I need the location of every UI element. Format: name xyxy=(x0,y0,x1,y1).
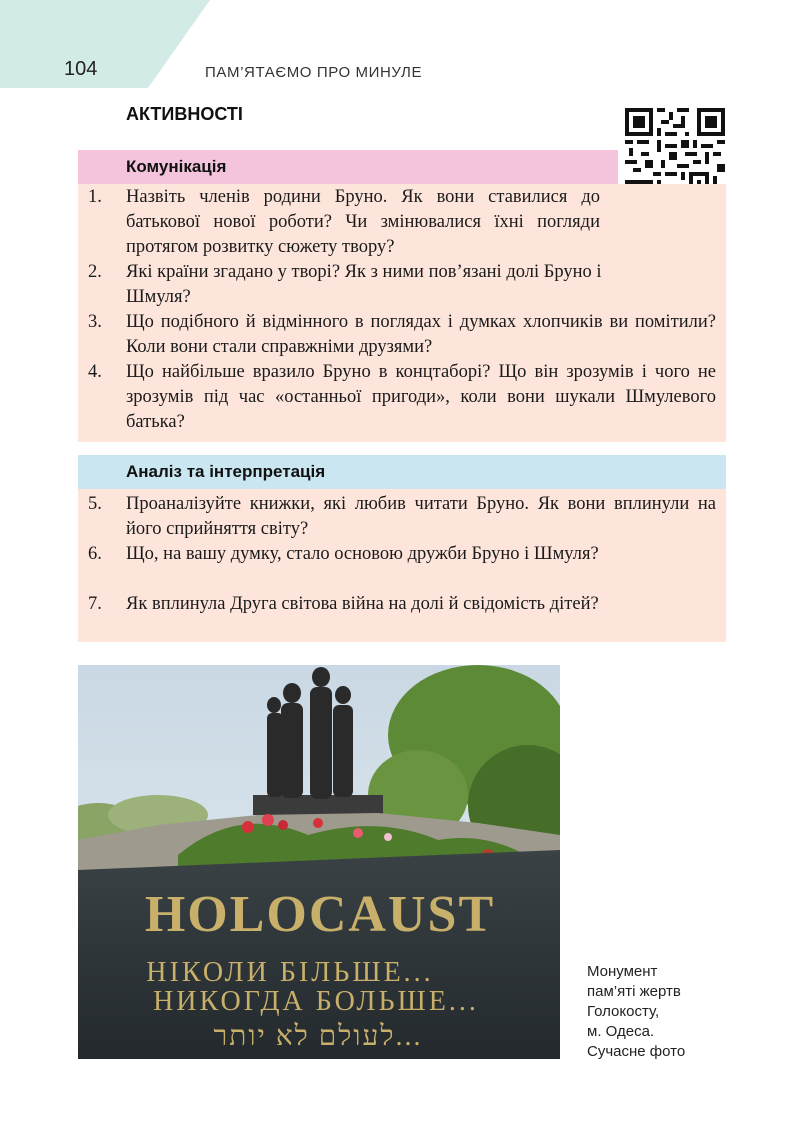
question-3 xyxy=(78,310,726,360)
question-number: 7. xyxy=(88,594,102,614)
activities-title: АКТИВНОСТІ xyxy=(126,104,243,124)
running-title: ПАМ’ЯТАЄМО ПРО МИНУЛЕ xyxy=(205,64,423,81)
question-1 xyxy=(78,185,726,260)
monument-photo xyxy=(78,665,560,1059)
question-text: Проаналізуйте книжки, які любив читати Бруно. Як вони вплинули на його сприйняття світу? xyxy=(126,494,716,539)
question-number: 1. xyxy=(88,187,102,207)
question-text: Як вплинула Друга світова війна на долі й свідомість дітей? xyxy=(126,594,599,614)
slab-inscription-ukrainian: НІКОЛИ БІЛЬШЕ... xyxy=(146,957,434,988)
section-header-communication xyxy=(78,150,618,184)
page-number: 104 xyxy=(64,58,98,80)
question-5 xyxy=(78,492,726,542)
photo-caption: Монумент пам’яті жертв Голокосту, м. Одеса. Сучасне фото xyxy=(587,963,686,1060)
question-number: 4. xyxy=(88,362,102,382)
question-7 xyxy=(78,592,726,642)
question-2 xyxy=(78,260,726,310)
corner-decoration xyxy=(0,0,210,88)
question-text: Що, на вашу думку, стало основою дружби Бруно і Шмуля? xyxy=(126,544,599,564)
slab-inscription-holocaust: HOLOCAUST xyxy=(144,886,496,943)
section-header-analysis xyxy=(78,455,726,489)
slab-inscription-hebrew: לעולם לא יותר... xyxy=(213,1021,423,1052)
question-number: 6. xyxy=(88,544,102,564)
question-4 xyxy=(78,360,726,435)
question-text: Назвіть членів родини Бруно. Як вони ставилися до батькової нової роботи? Чи змінювалися їхні погляди протягом розвитку сюжету твору? xyxy=(126,187,600,257)
question-6 xyxy=(78,542,726,592)
question-text: Що найбільше вразило Бруно в концтаборі? Що він зрозумів і чого не зрозумів під час «останньої пригоди», коли вони шукали Шмулевого батька? xyxy=(126,362,716,432)
question-text: Які країни згадано у творі? Як з ними пов’язані долі Бруно і Шмуля? xyxy=(126,262,602,307)
section-title-communication: Комунікація xyxy=(126,157,227,176)
slab-inscription-russian: НИКОГДА БОЛЬШЕ... xyxy=(153,986,479,1017)
question-number: 5. xyxy=(88,494,102,514)
section-title-analysis: Аналіз та інтерпретація xyxy=(126,462,326,481)
question-number: 3. xyxy=(88,312,102,332)
question-number: 2. xyxy=(88,262,102,282)
question-text: Що подібного й відмінного в поглядах і думках хлопчиків ви помітили? Коли вони стали справжніми друзями? xyxy=(126,312,716,357)
